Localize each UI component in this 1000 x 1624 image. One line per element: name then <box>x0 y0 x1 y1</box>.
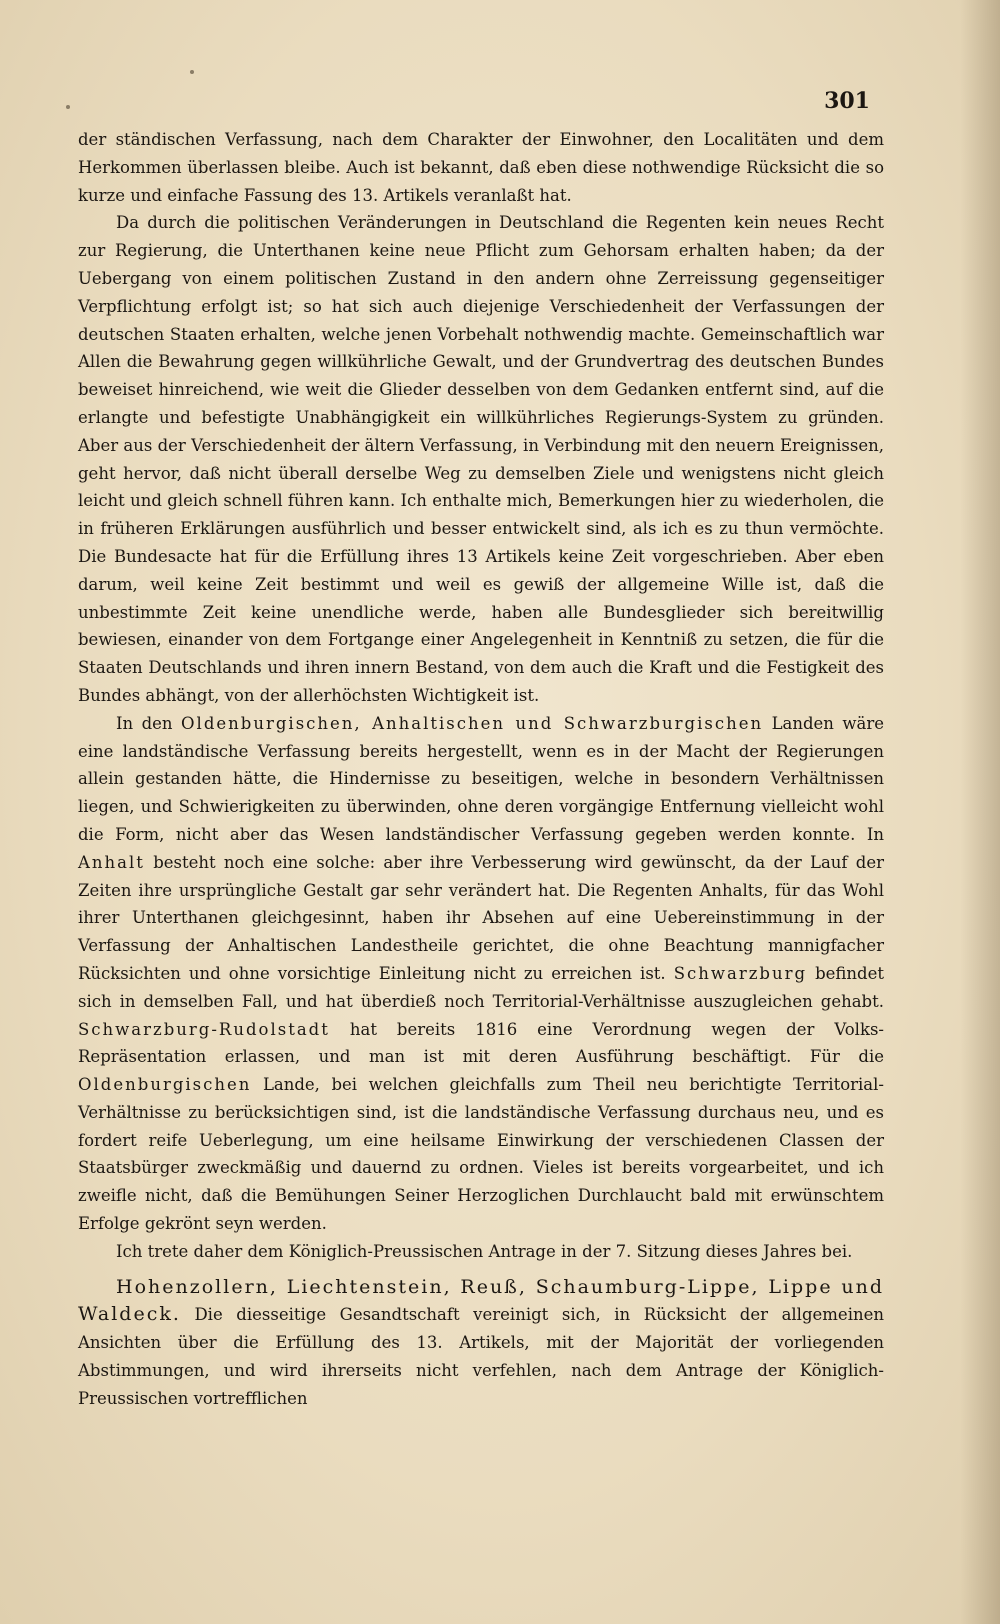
p3-text-c: befindet sich in demselben Fall, und hat überdieß noch Territorial-Verhältnisse auszugleichen gehabt. <box>78 963 884 1011</box>
p3-states: Oldenburgischen, Anhaltischen und Schwarzburgischen <box>181 713 764 733</box>
paragraph-2: Da durch die politischen Veränderungen in Deutschland die Regenten kein neues Recht zur Regierung, die Unterthanen keine neue Pflicht zum Gehorsam erhalten haben; da der Uebergang von einem politischen Zustand in den andern ohne Zerreissung gegenseitiger Verpflichtung erfolgt ist; so hat sich auch diejenige Verschiedenheit der Verfassungen der deutschen Staaten erhalten, welche jenen Vorbehalt nothwendig machte. Gemeinschaftlich war Allen die Bewahrung gegen willkührliche Gewalt, und der Grundvertrag des deutschen Bundes beweiset hinreichend, wie weit die Glieder desselben von dem Gedanken entfernt sind, auf die erlangte und befestigte Unabhängigkeit ein willkührliches Regierungs-System zu gründen. Aber aus der Verschiedenheit der ältern Verfassung, in Verbindung mit den neuern Ereignissen, geht hervor, daß nicht überall derselbe Weg zu demselben Ziele und wenigstens nicht gleich leicht und gleich schnell führen kann. Ich enthalte mich, Bemerkungen hier zu wiederholen, die in früheren Erklärungen ausführlich und besser entwickelt sind, als ich es zu thun vermöchte. Die Bundesacte hat für die Erfüllung ihres 13 Artikels keine Zeit vorgeschrieben. Aber eben darum, weil keine Zeit bestimmt und weil es gewiß der allgemeine Wille ist, daß die unbestimmte Zeit keine unendliche werde, haben alle Bundesglieder sich bereitwillig bewiesen, einander von dem Fortgange einer Angelegenheit in Kenntniß zu setzen, die für die Staaten Deutschlands und ihren innern Bestand, von dem auch die Kraft und die Festigkeit des Bundes abhängt, von der allerhöchsten Wichtigkeit ist. <box>78 213 884 705</box>
p3-oldenburg: Oldenburgischen <box>78 1075 252 1095</box>
p5-states: Hohenzollern, Liechtenstein, Reuß, Schaumburg-Lippe, Lippe und Waldeck. <box>78 1275 884 1326</box>
paragraph-3 <box>78 710 884 1238</box>
p5-text: Die diesseitige Gesandtschaft vereinigt sich, in Rücksicht der allgemeinen Ansichten über die Erfüllung des 13. Artikels, mit der Majorität der vorliegenden Abstimmungen, und wird ihrerseits nicht verfehlen, nach dem Antrage der Königlich-Preussischen vortrefflichen <box>78 1305 884 1408</box>
paragraph-4: Ich trete daher dem Königlich-Preussischen Antrage in der 7. Sitzung dieses Jahres bei. <box>116 1241 853 1261</box>
paragraph-1: der ständischen Verfassung, nach dem Charakter der Einwohner, den Localitäten und dem Herkommen überlassen bleibe. Auch ist bekannt, daß eben diese nothwendige Rücksicht die so kurze und einfache Fassung des 13. Artikels veranlaßt hat. <box>78 130 884 205</box>
p3-text-e: Lande, bei welchen gleichfalls zum Theil neu berichtigte Territorial-Verhältnisse zu berücksichtigen sind, ist die landständische Verfassung durchaus neu, und es fordert reife Ueberlegung, um eine heilsame Einwirkung der verschiedenen Classen der Staatsbürger zweckmäßig und dauernd zu ordnen. Vieles ist bereits vorgearbeitet, und ich zweifle nicht, daß die Bemühungen Seiner Herzoglichen Durchlaucht bald mit erwünschtem Erfolge gekrönt seyn werden. <box>78 1075 884 1234</box>
p3-text-b: besteht noch eine solche: aber ihre Verbesserung wird gewünscht, da der Lauf der Zeiten ihre ursprüngliche Gestalt gar sehr verändert hat. Die Regenten Anhalts, für das Wohl ihrer Unterthanen gleichgesinnt, haben ihr Absehen auf eine Uebereinstimmung in der Verfassung der Anhaltischen Landestheile gerichtet, die ohne Beachtung mannigfacher Rücksichten und ohne vorsichtige Einleitung nicht zu erreichen ist. <box>78 852 884 983</box>
p3-anhalt: Anhalt <box>78 852 145 872</box>
page-number: 301 <box>824 88 870 114</box>
p3-intro: In den <box>116 713 173 733</box>
p3-text-a: Landen wäre eine landständische Verfassung bereits hergestellt, wenn es in der Macht der Regierungen allein gestanden hätte, die Hindernisse zu beseitigen, welche in besondern Verhältnissen liegen, und Schwierigkeiten zu überwinden, ohne deren vorgängige Entfernung vielleicht wohl die Form, nicht aber das Wesen landständischer Verfassung gegeben werden konnte. In <box>78 713 885 844</box>
p3-rudolstadt: Schwarzburg-Rudolstadt <box>78 1019 330 1039</box>
paragraph-5 <box>78 1274 884 1413</box>
ink-speck <box>190 70 194 74</box>
page-edge-shadow <box>960 0 1000 1624</box>
ink-speck <box>66 105 70 109</box>
p3-schwarzburg: Schwarzburg <box>673 963 808 983</box>
p3-text-d: hat bereits 1816 eine Verordnung wegen der Volks-Repräsentation erlassen, und man ist mit deren Ausführung beschäftigt. Für die <box>78 1019 884 1067</box>
body-text <box>78 126 884 1413</box>
